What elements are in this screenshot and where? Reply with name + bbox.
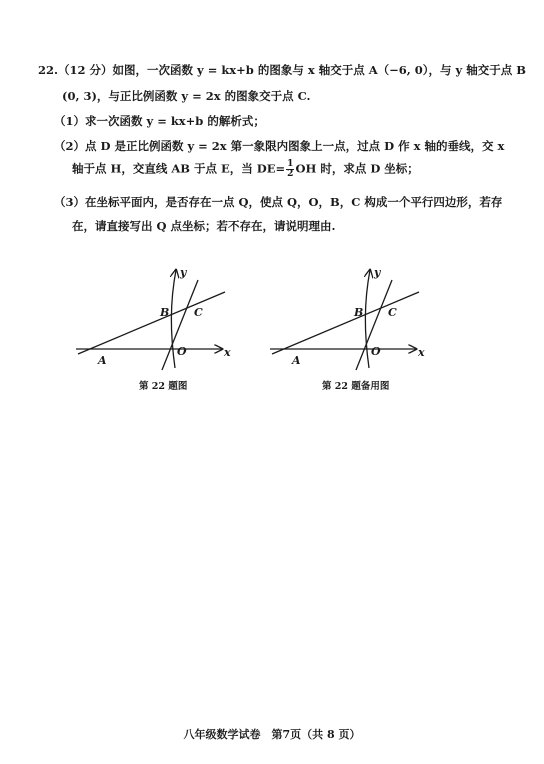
- page-footer: 八年级数学试卷 第7页（共 8 页）: [183, 728, 361, 741]
- part-2-text-post: OH 时，求点 D 坐标；: [295, 161, 419, 176]
- label-o: O: [371, 345, 381, 358]
- problem-line-1: 22.（12 分）如图，一次函数 y = kx+b 的图象与 x 轴交于点 A（−6, 0），与 y 轴交于点 B: [38, 63, 526, 77]
- line-ab: [272, 292, 419, 354]
- label-x: x: [224, 346, 231, 359]
- fraction-numerator: 1: [287, 159, 294, 169]
- part-2-line-b: [72, 160, 419, 179]
- part-1: （1）求一次函数 y = kx+b 的解析式；: [54, 114, 265, 128]
- label-b: B: [354, 306, 364, 319]
- part-3-line-b: 在，请直接写出 Q 点坐标；若不存在，请说明理由.: [72, 219, 336, 233]
- fraction-denominator: 2: [287, 169, 294, 179]
- label-x: x: [418, 346, 425, 359]
- part-2-text-pre: 轴于点 H，交直线 AB 于点 E，当 DE=: [72, 161, 286, 176]
- figure-backup-caption: 第 22 题备用图: [322, 381, 390, 392]
- label-c: C: [194, 306, 203, 319]
- line-ab: [78, 292, 225, 354]
- label-y: y: [374, 266, 381, 279]
- label-c: C: [388, 306, 397, 319]
- problem-line-2: (0, 3)，与正比例函数 y = 2x 的图象交于点 C.: [62, 89, 311, 103]
- label-o: O: [177, 345, 187, 358]
- part-2-line-a: （2）点 D 是正比例函数 y = 2x 第一象限内图象上一点，过点 D 作 x 轴的垂线，交 x: [54, 139, 505, 153]
- y-axis: [171, 270, 176, 368]
- label-a: A: [292, 354, 301, 367]
- figure-main-caption: 第 22 题图: [139, 381, 188, 392]
- figure-main: [70, 262, 240, 372]
- label-y: y: [180, 266, 187, 279]
- figure-backup: [264, 262, 434, 372]
- label-b: B: [160, 306, 170, 319]
- y-axis: [365, 270, 370, 368]
- label-a: A: [98, 354, 107, 367]
- fraction: [286, 160, 294, 179]
- part-3-line-a: （3）在坐标平面内，是否存在一点 Q，使点 Q，O，B，C 构成一个平行四边形，若存: [54, 195, 503, 209]
